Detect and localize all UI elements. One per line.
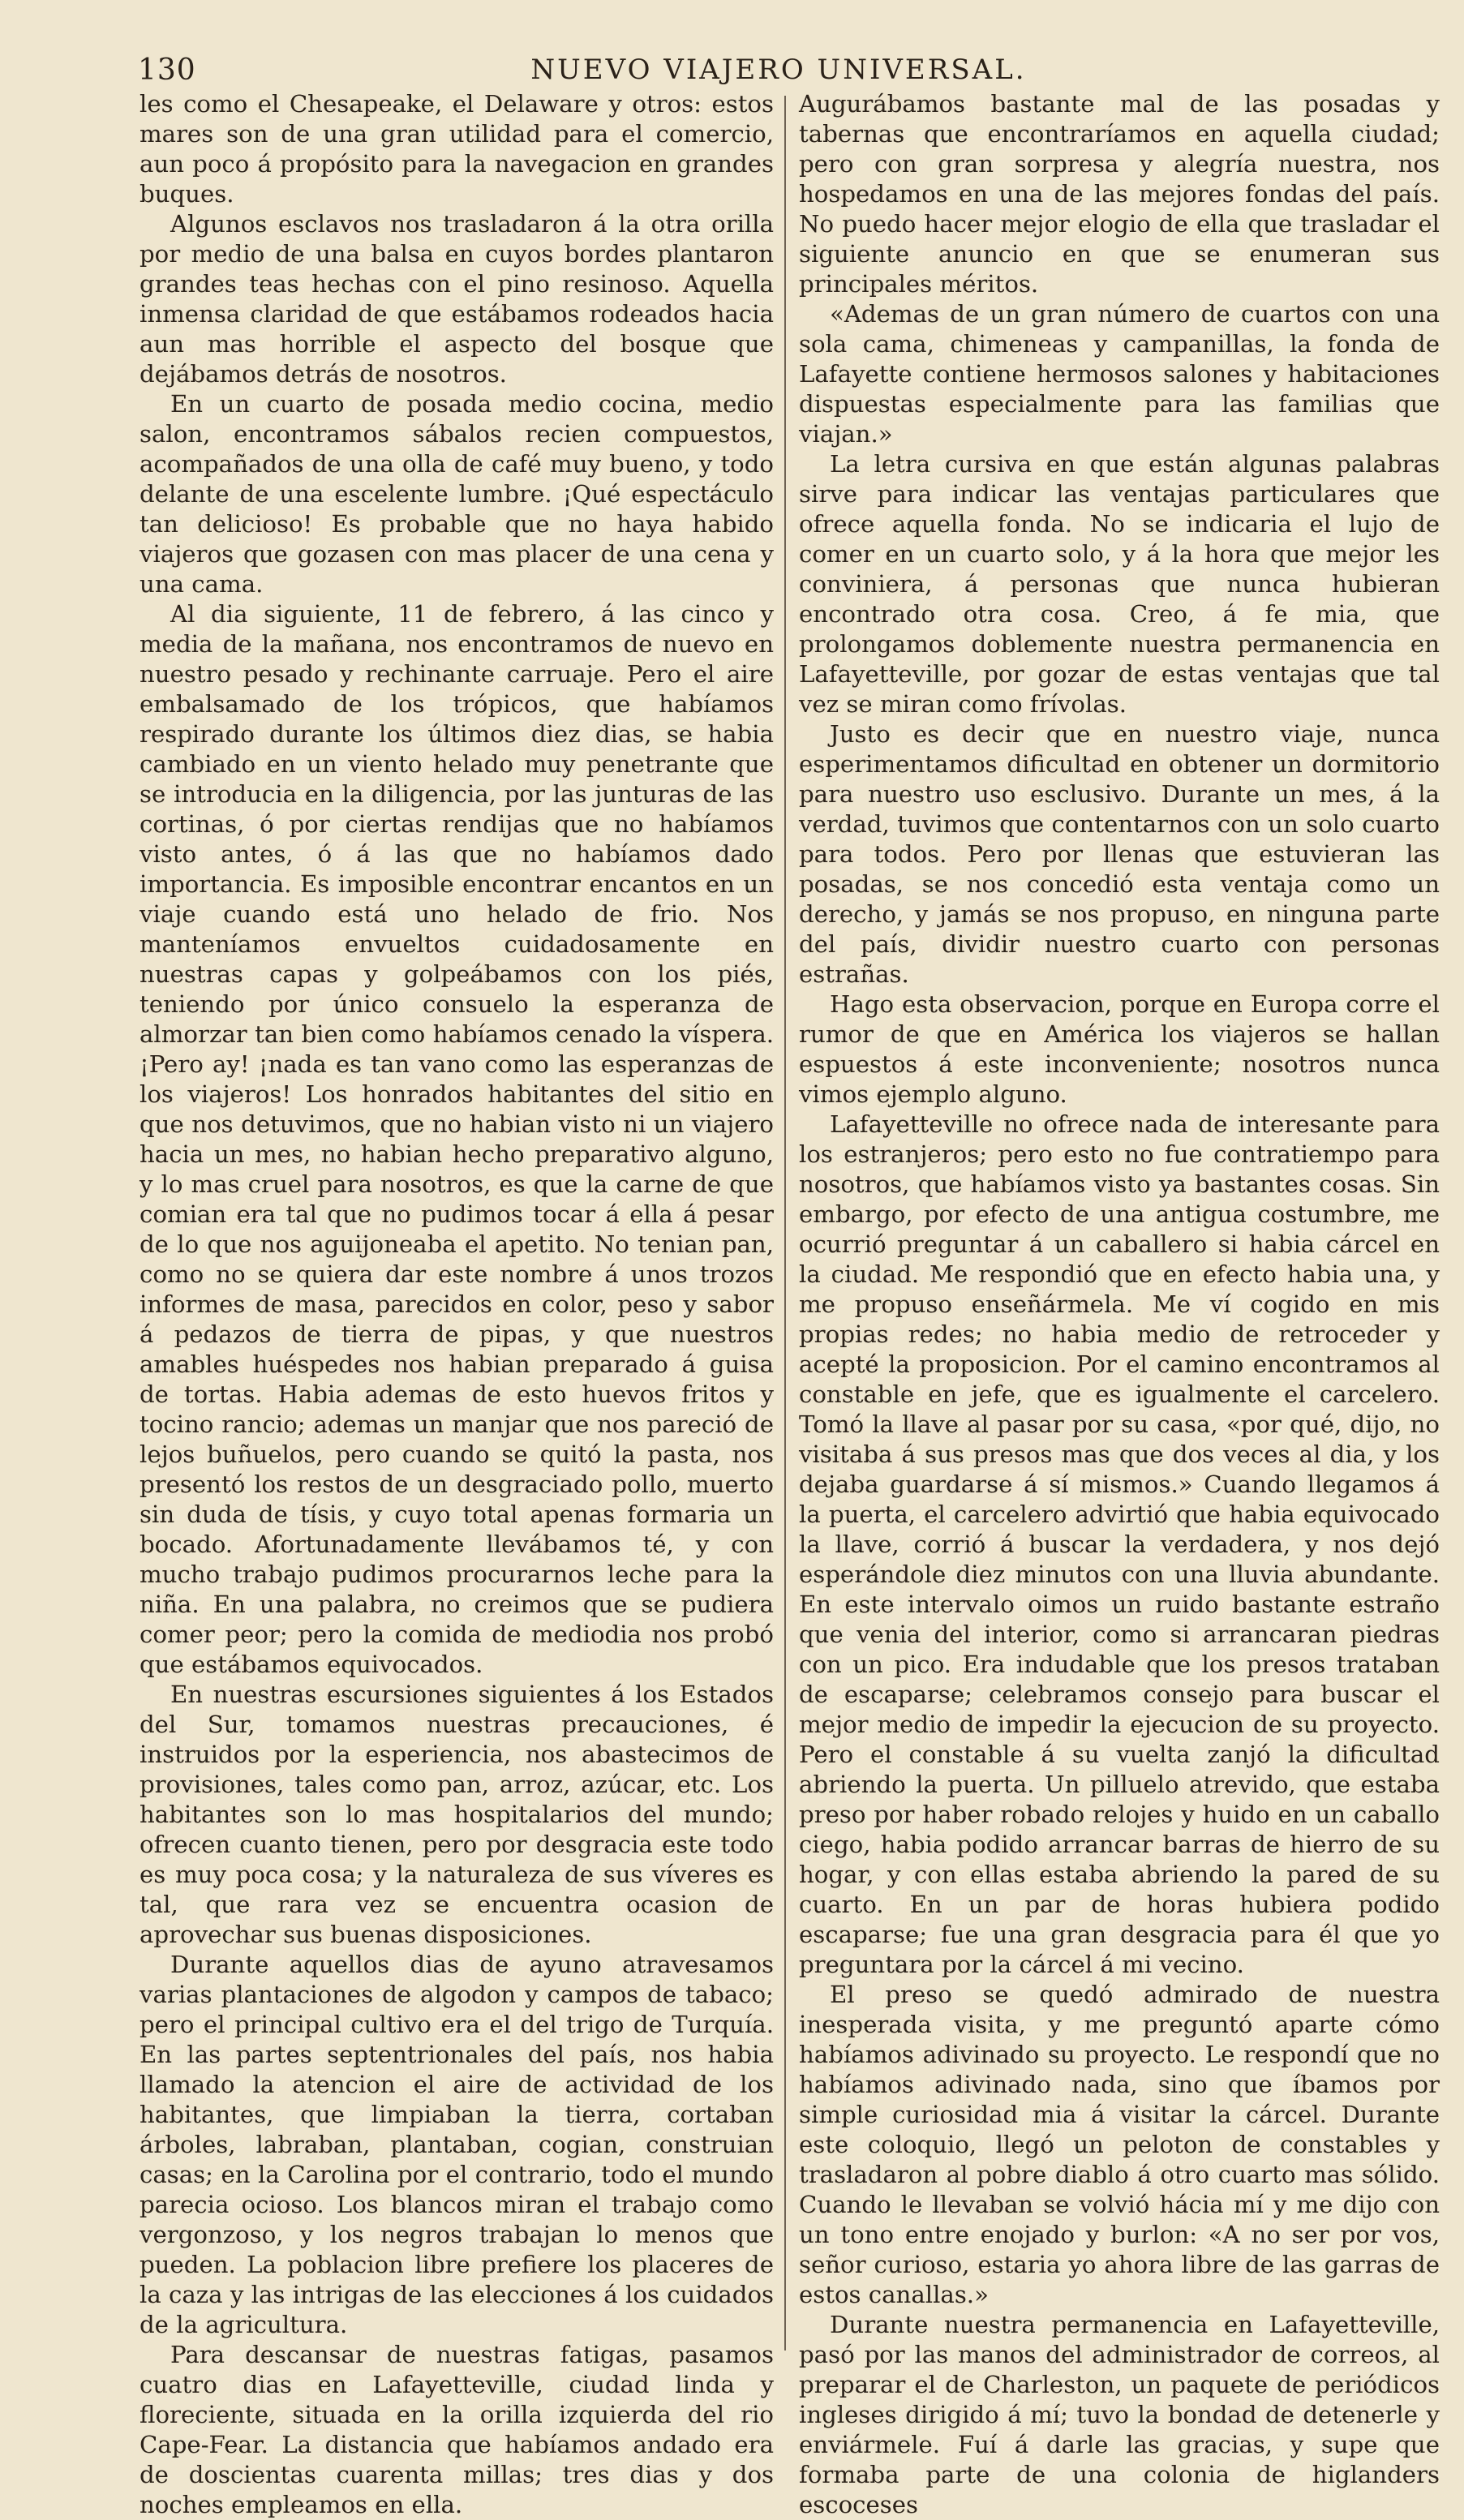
column-divider bbox=[784, 96, 786, 2350]
paragraph: Para descansar de nuestras fatigas, pasamos cuatro dias en Lafayetteville, ciudad linda y floreciente, situada en la orilla izquierda del rio Cape-Fear. La distancia que habíamos andado era de doscientas cuarenta millas; tres dias y dos noches empleamos en ella. bbox=[140, 2341, 774, 2518]
paragraph: Al dia siguiente, 11 de febrero, á las cinco y media de la mañana, nos encontramos de nuevo en nuestro pesado y rechinante carruaje. Pero el aire embalsamado de los trópicos, que habíamos respirado durante los últimos diez dias, se habia cambiado en un viento helado muy penetrante que se introducia en la diligencia, por las junturas de las cortinas, ó por ciertas rendijas que no habíamos visto antes, ó á las que no habíamos dado importancia. Es imposible encontrar encantos en un viaje cuando está uno helado de frio. Nos manteníamos envueltos cuidadosamente en nuestras capas y golpeábamos con los piés, teniendo por único consuelo la esperanza de almorzar tan bien como habíamos cenado la víspera. ¡Pero ay! ¡nada es tan vano como las esperanzas de los viajeros! Los honrados habitantes del sitio en que nos detuvimos, que no habian visto ni un viajero hacia un mes, no habian hecho preparativo alguno, y lo mas cruel para nosotros, es que la carne de que comian era tal que no pudimos tocar á ella á pesar de lo que nos aguijoneaba el apetito. No tenian pan, como no se quiera dar este nombre á unos trozos informes de masa, parecidos en color, peso y sabor á pedazos de tierra de pipas, y que nuestros amables huéspedes nos habian preparado á guisa de tortas. Habia ademas de esto huevos fritos y tocino rancio; ademas un manjar que nos pareció de lejos buñuelos, pero cuando se quitó la pasta, nos presentó los restos de un desgraciado pollo, muerto sin duda de tísis, y cuyo total apenas formaria un bocado. Afortunadamente llevábamos té, y con mucho trabajo pudimos procurarnos leche para la niña. En una palabra, no creimos que se pudiera comer peor; pero la comida de mediodia nos probó que estábamos equivocados. bbox=[140, 600, 774, 1678]
paragraph: Lafayetteville no ofrece nada de interesante para los estranjeros; pero esto no fue contratiempo para nosotros, que habíamos visto ya bastantes cosas. Sin embargo, por efecto de una antigua costumbre, me ocurrió preguntar á un caballero si habia cárcel en la ciudad. Me respondió que en efecto habia una, y me propuso enseñármela. Me ví cogido en mis propias redes; no habia medio de retroceder y acepté la proposicion. Por el camino encontramos al constable en jefe, que es igualmente el carcelero. Tomó la llave al pasar por su casa, «por qué, dijo, no visitaba á sus presos mas que dos veces al dia, y los dejaba guardarse á sí mismos.» Cuando llegamos á la puerta, el carcelero advirtió que habia equivocado la llave, corrió á buscar la verdadera, y nos dejó esperándole diez minutos con una lluvia abundante. En este intervalo oimos un ruido bastante estraño que venia del interior, como si arrancaran piedras con un pico. Era indudable que los presos trataban de escaparse; celebramos consejo para buscar el mejor medio de impedir la ejecucion de su proyecto. Pero el constable á su vuelta zanjó la dificultad abriendo la puerta. Un pilluelo atrevido, que estaba preso por haber robado relojes y huido en un caballo ciego, habia podido arrancar barras de hierro de su hogar, y con ellas estaba abriendo la pared de su cuarto. En un par de horas hubiera podido escaparse; fue una gran desgracia para él que yo preguntara por la cárcel á mi vecino. bbox=[799, 1110, 1440, 1978]
right-column bbox=[799, 89, 1440, 2518]
paragraph: Augurábamos bastante mal de las posadas y tabernas que encontraríamos en aquella ciudad; pero con gran sorpresa y alegría nuestra, nos hospedamos en una de las mejores fondas del país. No puedo hacer mejor elogio de ella que trasladar el siguiente anuncio en que se enumeran sus principales méritos. bbox=[799, 90, 1440, 298]
paragraph: En nuestras escursiones siguientes á los Estados del Sur, tomamos nuestras precauciones, é instruidos por la esperiencia, nos abastecimos de provisiones, tales como pan, arroz, azúcar, etc. Los habitantes son lo mas hospitalarios del mundo; ofrecen cuanto tienen, pero por desgracia este todo es muy poca cosa; y la naturaleza de sus víveres es tal, que rara vez se encuentra ocasion de aprovechar sus buenas disposiciones. bbox=[140, 1681, 774, 1948]
paragraph: La letra cursiva en que están algunas palabras sirve para indicar las ventajas particulares que ofrece aquella fonda. No se indicaria el lujo de comer en un cuarto solo, y á la hora que mejor les conviniera, á personas que nunca hubieran encontrado otra cosa. Creo, á fe mia, que prolongamos doblemente nuestra permanencia en Lafayetteville, por gozar de estas ventajas que tal vez se miran como frívolas. bbox=[799, 450, 1440, 718]
paragraph: Durante nuestra permanencia en Lafayetteville, pasó por las manos del administrador de correos, al preparar el de Charleston, un paquete de periódicos ingleses dirigido á mí; tuvo la bondad de detenerle y enviármele. Fuí á darle las gracias, y supe que formaba parte de una colonia de higlanders escoceses bbox=[799, 2311, 1440, 2518]
running-head bbox=[138, 47, 1419, 96]
paragraph: les como el Chesapeake, el Delaware y otros: estos mares son de una gran utilidad para el comercio, aun poco á propósito para la navegacion en grandes buques. bbox=[140, 90, 774, 208]
paragraph: «Ademas de un gran número de cuartos con una sola cama, chimeneas y campanillas, la fonda de Lafayette contiene hermosos salones y habitaciones dispuestas especialmente para las familias que viajan.» bbox=[799, 300, 1440, 448]
page-number: 130 bbox=[138, 54, 196, 87]
left-column bbox=[140, 89, 774, 2518]
paragraph: En un cuarto de posada medio cocina, medio salon, encontramos sábalos recien compuestos, acompañados de una olla de café muy bueno, y todo delante de una escelente lumbre. ¡Qué espectáculo tan delicioso! Es probable que no haya habido viajeros que gozasen con mas placer de una cena y una cama. bbox=[140, 390, 774, 598]
paragraph: Justo es decir que en nuestro viaje, nunca esperimentamos dificultad en obtener un dormitorio para nuestro uso esclusivo. Durante un mes, á la verdad, tuvimos que contentarnos con un solo cuarto para todos. Pero por llenas que estuvieran las posadas, se nos concedió esta ventaja como un derecho, y jamás se nos propuso, en ninguna parte del país, dividir nuestro cuarto con personas estrañas. bbox=[799, 720, 1440, 988]
paragraph: Durante aquellos dias de ayuno atravesamos varias plantaciones de algodon y campos de tabaco; pero el principal cultivo era el del trigo de Turquía. En las partes septentrionales del país, nos habia llamado la atencion el aire de actividad de los habitantes, que limpiaban la tierra, cortaban árboles, labraban, plantaban, cogian, construian casas; en la Carolina por el contrario, todo el mundo parecia ocioso. Los blancos miran el trabajo como vergonzoso, y los negros trabajan lo menos que pueden. La poblacion libre prefiere los placeres de la caza y las intrigas de las elecciones á los cuidados de la agricultura. bbox=[140, 1951, 774, 2338]
paragraph: Algunos esclavos nos trasladaron á la otra orilla por medio de una balsa en cuyos bordes plantaron grandes teas hechas con el pino resinoso. Aquella inmensa claridad de que estábamos rodeados hacia aun mas horrible el aspecto del bosque que dejábamos detrás de nosotros. bbox=[140, 210, 774, 388]
paragraph: Hago esta observacion, porque en Europa corre el rumor de que en América los viajeros se hallan espuestos á este inconveniente; nosotros nunca vimos ejemplo alguno. bbox=[799, 990, 1440, 1108]
running-title: NUEVO VIAJERO UNIVERSAL. bbox=[530, 54, 1027, 86]
paragraph: El preso se quedó admirado de nuestra inesperada visita, y me preguntó aparte cómo habíamos adivinado su proyecto. Le respondí que no habíamos adivinado nada, sino que íbamos por simple curiosidad mia á visitar la cárcel. Durante este coloquio, llegó un peloton de constables y trasladaron al pobre diablo á otro cuarto mas sólido. Cuando le llevaban se volvió hácia mí y me dijo con un tono entre enojado y burlon: «A no ser por vos, señor curioso, estaria yo ahora libre de las garras de estos canallas.» bbox=[799, 1981, 1440, 2308]
